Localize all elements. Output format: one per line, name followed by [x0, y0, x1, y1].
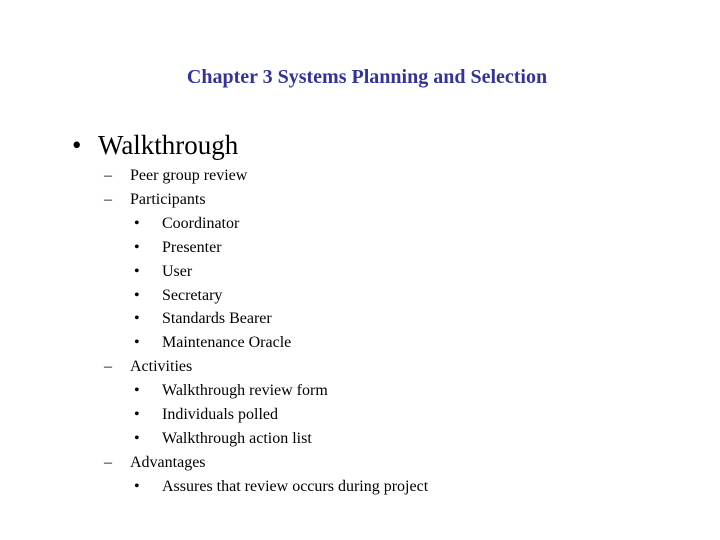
nested-list-item	[104, 236, 428, 260]
nested-item-label: Coordinator	[162, 214, 240, 232]
bullet-marker: •	[134, 429, 140, 447]
nested-item-label: Maintenance Oracle	[162, 334, 292, 352]
dash-marker: –	[104, 453, 112, 471]
list-item	[104, 188, 428, 212]
nested-item-label: Walkthrough action list	[162, 429, 312, 447]
sub-bullet-list	[104, 164, 428, 499]
list-item-label: Participants	[130, 190, 206, 208]
main-bullet-label: Walkthrough	[98, 130, 239, 160]
dash-marker: –	[104, 167, 112, 184]
nested-list-item	[104, 307, 428, 331]
list-item-label: Advantages	[130, 453, 206, 471]
bullet-marker: •	[134, 406, 140, 424]
nested-list-item	[104, 403, 428, 427]
bullet-marker: •	[134, 310, 140, 328]
bullet-marker: •	[134, 262, 140, 280]
bullet-marker: •	[134, 334, 140, 352]
nested-item-label: Individuals polled	[162, 406, 278, 424]
nested-item-label: Assures that review occurs during project	[162, 477, 429, 495]
nested-item-label: Walkthrough review form	[162, 382, 328, 400]
nested-item-label: Standards Bearer	[162, 310, 272, 328]
nested-list-item	[104, 260, 428, 284]
nested-list-item	[104, 212, 428, 236]
bullet-marker: •	[134, 477, 140, 495]
nested-list-item	[104, 331, 428, 355]
list-item-label: Peer group review	[130, 167, 248, 184]
nested-list-item	[104, 475, 428, 499]
main-bullet	[72, 130, 238, 161]
bullet-marker: •	[134, 382, 140, 400]
nested-list-item	[104, 284, 428, 308]
list-item	[104, 355, 428, 379]
list-item	[104, 164, 428, 188]
list-item-label: Activities	[130, 358, 193, 376]
nested-list-item	[104, 427, 428, 451]
nested-item-label: Secretary	[162, 286, 223, 304]
nested-item-label: User	[162, 262, 193, 280]
nested-item-label: Presenter	[162, 238, 222, 256]
bullet-marker: •	[72, 130, 82, 160]
slide-title: Chapter 3 Systems Planning and Selection	[186, 66, 548, 88]
bullet-marker: •	[134, 214, 140, 232]
bullet-marker: •	[134, 238, 140, 256]
list-item	[104, 451, 428, 475]
nested-list-item	[104, 379, 428, 403]
dash-marker: –	[104, 358, 112, 376]
bullet-marker: •	[134, 286, 140, 304]
dash-marker: –	[104, 190, 112, 208]
